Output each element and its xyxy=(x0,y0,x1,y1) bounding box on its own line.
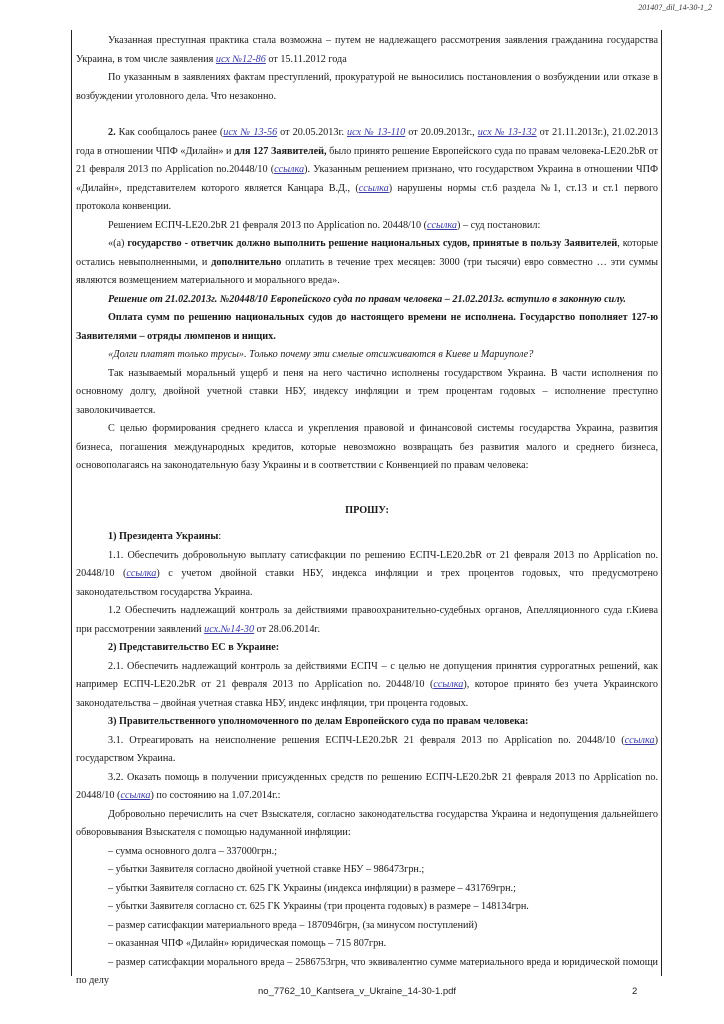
reference-link[interactable]: ссылка xyxy=(274,164,305,175)
text: Указанная преступная практика стала возможна – путем не надлежащего рассмотрения заявления гражданина государства Украина, в том числе заявления xyxy=(76,35,658,65)
paragraph: 2.1. Обеспечить надлежащий контроль за действиями ЕСПЧ – с целью не допущения принятия суррогатных решений, как например ЕСПЧ-LE20.2bR от 21 февраля 2013 по Application no. 20448/10 (ссылка), которое принято без учета Украинского законодательства – двойная учетная ставка НБУ, индекс инфляции, три процента годовых. xyxy=(76,660,658,709)
reference-link[interactable]: исх № 13-110 xyxy=(347,127,406,138)
reference-link[interactable]: исх.№14-30 xyxy=(204,623,255,635)
reference-link[interactable]: ссылка xyxy=(433,679,464,690)
reference-link[interactable]: ссылка xyxy=(358,182,389,194)
reference-link[interactable]: ссылка xyxy=(126,568,157,579)
reference-link[interactable]: исх № 13-56 xyxy=(223,127,278,138)
reference-link[interactable]: ссылка xyxy=(624,734,655,746)
paragraph: «(a) государство - ответчик должно выполнить решение национальных судов, принятые в пользу Заявителей, которые остались невыполненными, и дополнительно оплатить в течение трех месяцев: 3000 (три тысячи) евро совместно … эти суммы являются возмещением материального и морального вреда». xyxy=(76,238,658,286)
reference-link[interactable]: ссылка xyxy=(120,790,151,801)
list-item: – убытки Заявителя согласно ст. 625 ГК Украины (три процента годовых) в размере – 148134грн. xyxy=(108,901,529,912)
paragraph: 1.1. Обеспечить добровольную выплату сатисфакции по решению ЕСПЧ-LE20.2bR от 21 февраля 2013 по Application no. 20448/10 (ссылка) с учетом двойной ставки НБУ, индекса инфляции и трех процентов годовых, что предусмотрено законодательством государства Украина. xyxy=(76,549,658,598)
list-item: – убытки Заявителя согласно ст. 625 ГК Украины (индекса инфляции) в размере – 431769грн.; xyxy=(108,882,516,894)
paragraph: 3.1. Отреагировать на неисполнение решения ЕСПЧ-LE20.2bR 21 февраля 2013 по Application no. 20448/10 (ссылка) государством Украина. xyxy=(76,734,658,764)
paragraph: Решением ЕСПЧ-LE20.2bR 21 февраля 2013 по Application no. 20448/10 (ссылка) – суд постановил: xyxy=(108,219,541,231)
paragraph-bold: Оплата сумм по решению национальных судов до настоящего времени не исполнена. Государство пополняет 127-ю Заявителями – отряды люмпенов и нищих. xyxy=(76,312,658,342)
paragraph xyxy=(76,32,658,69)
paragraph: С целью формирования среднего класса и укрепления правовой и финансовой системы государства Украина, развития бизнеса, погашения международных кредитов, которые невозможно возвращать без развития малого и среднего бизнеса, основополагаясь на законодательную базу Украины и в соответствии с Конвенцией по правам человека: xyxy=(76,423,658,471)
paragraph: 3.2. Оказать помощь в получении присужденных средств по решению ЕСПЧ-LE20.2bR 21 февраля 2013 по Application no. 20448/10 (ссылка) по состоянию на 1.07.2014г.: xyxy=(76,771,658,801)
section-title: 3) Правительственного уполномоченного по делам Европейского суда по правам человека: xyxy=(108,716,529,727)
paragraph: 2. Как сообщалось ранее (исх № 13-56 от 20.05.2013г. исх № 13-110 от 20.09.2013г., исх № 13-132 от 21.11.2013г.), 21.02.2013 года в отношении ЧПФ «Дилайн» и для 127 Заявителей, было принято решение Европейского суда по правам человека-LE20.2bR от 21 февраля 2013 по Application no.20448/10 (ссылка). Указанным решением признано, что государством Украина в отношении ЧПФ «Дилайн», представителем которого является Канцара В.Д., (ссылка) нарушены нормы ст.6 раздела №1, ст.13 и ст.1 первого протокола конвенции. xyxy=(76,127,658,212)
page-body xyxy=(76,32,658,991)
paragraph: Так называемый моральный ущерб и пеня на него частично исполнены государством Украина. В части исполнения по основному долгу, двойной учетной ставки НБУ, индексу инфляции и трем процентам годовых – исполнение преступно заволокичивается. xyxy=(76,367,658,416)
list-item: – размер сатисфакции материального вреда – 1870946грн, (за минусом поступлений) xyxy=(108,919,478,931)
paragraph: По указанным в заявлениях фактам преступлений, прокуратурой не выносились постановления о возбуждении или отказе в возбуждении уголовного дела. Что незаконно. xyxy=(76,72,658,102)
document-code: 20140?_dil_14-30-1_2 xyxy=(638,3,712,12)
reference-link[interactable]: исх № 13-132 xyxy=(477,127,537,138)
list-item: – сумма основного долга – 337000грн.; xyxy=(108,845,277,857)
paragraph: «Долги платят только трусы». Только почему эти смелые отсиживаются в Киеве и Мариуполе? xyxy=(108,349,534,360)
list-item: – убытки Заявителя согласно двойной учетной ставке НБУ – 986473грн.; xyxy=(108,864,425,875)
section-title: 2) Представительство ЕС в Украине: xyxy=(108,642,280,653)
heading-request: ПРОШУ: xyxy=(345,504,389,516)
section-title: 1) Президента Украины: xyxy=(108,531,222,542)
text: от 15.11.2012 года xyxy=(265,53,347,65)
paragraph-bold: Решение от 21.02.2013г. №20448/10 Европейского суда по правам человека – 21.02.2013г. вступило в законную силу. xyxy=(108,293,626,305)
list-item: – размер сатисфакции морального вреда – 2586753грн, что эквивалентно сумме материального вреда и юридической помощи по делу xyxy=(76,956,658,986)
page-number: 2 xyxy=(632,986,638,997)
paragraph: 1.2 Обеспечить надлежащий контроль за действиями правоохранительно-судебных органов, Апелляционного суда г.Киева при рассмотрении заявлений исх.№14-30 от 28.06.2014г. xyxy=(76,605,658,635)
paragraph: Добровольно перечислить на счет Взыскателя, согласно законодательства государства Украина и недопущения дальнейшего обворовывания Взыскателя с помощью надуманной инфляции: xyxy=(76,808,658,838)
reference-link[interactable]: исх №12-86 xyxy=(215,53,266,65)
list-item: – оказанная ЧПФ «Дилайн» юридическая помощь – 715 807грн. xyxy=(108,938,387,949)
right-margin-line xyxy=(661,30,662,976)
footer-filename: no_7762_10_Kantsera_v_Ukraine_14-30-1.pdf xyxy=(258,986,457,997)
reference-link[interactable]: ссылка xyxy=(427,219,457,231)
item-number: 2. xyxy=(108,127,116,138)
left-margin-line xyxy=(71,30,72,976)
